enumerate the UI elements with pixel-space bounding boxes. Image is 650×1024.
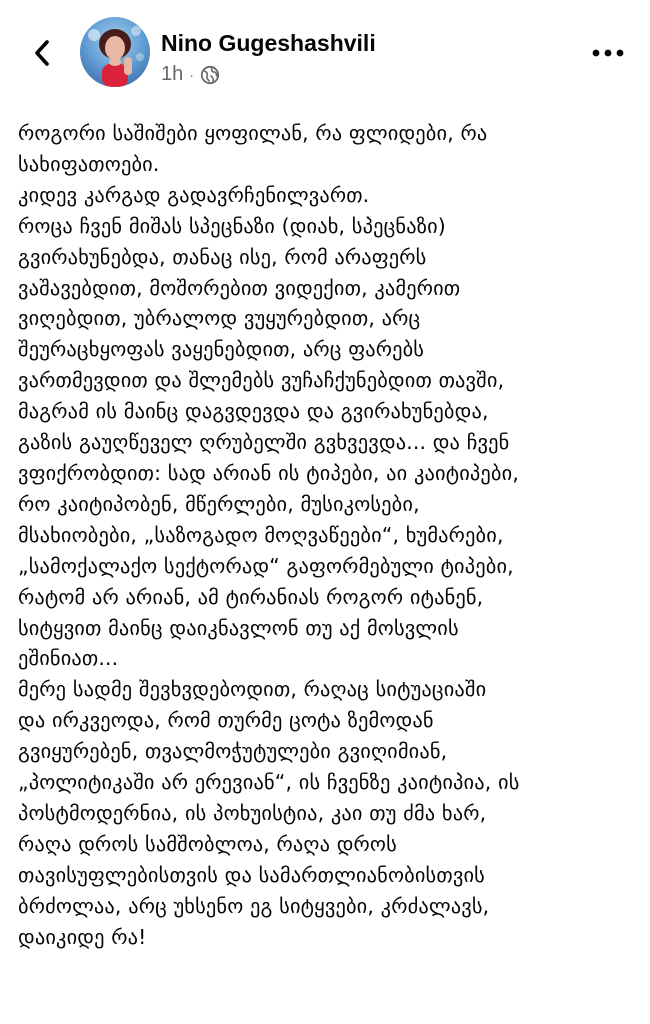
post-text-line: სიტყვით მაინც დაიკნავლონ თუ აქ მოსვლის (18, 615, 459, 640)
globe-icon[interactable] (200, 65, 220, 85)
post-header (0, 0, 650, 105)
post-text-line: რაღა დროს სამშობლოა, რაღა დროს (18, 831, 397, 856)
post-meta (161, 63, 220, 86)
post-text-line: „პოლიტიკაში არ ერევიან“, ის ჩვენზე კაიტიპია, ის (18, 770, 520, 795)
author-name[interactable]: Nino Gugeshashvili (161, 30, 376, 56)
post-text-line: თავისუფლებისთვის და სამართლიანობისთვის (18, 862, 485, 887)
post-text-line: შეურაცხყოფას ვაყენებდით, არც ფარებს (18, 337, 425, 362)
post-text-line: ეშინიათ... (18, 646, 119, 671)
post-text-line: მაგრამ ის მაინც დაგვდევდა და გვირახუნებდა, (18, 399, 489, 424)
post-text-line: როცა ჩვენ მიშას სპეცნაზი (დიახ, სპეცნაზი) (18, 213, 446, 238)
post-text-line: პოსტმოდერნია, ის პოხუისტია, კაი თუ ძმა ხარ, (18, 800, 487, 825)
post-text-line: გვიყურებენ, თვალმოჭუტულები გვიღიმიან, (18, 739, 448, 764)
post-text-line: ვიღებდით, უბრალოდ ვუყურებდით, არც (18, 306, 421, 331)
post-text-line: რო კაიტიპობენ, მწერლები, მუსიკოსები, (18, 491, 420, 516)
post-text-line: ბრძოლაა, არც უხსენო ეგ სიტყვები, კრძალავს, (18, 893, 490, 918)
more-horizontal-icon (592, 49, 624, 57)
post-text (18, 118, 638, 952)
post-text-line: ვფიქრობდით: სად არიან ის ტიპები, აი კაიტიპები, (18, 460, 519, 485)
post-text-line: კიდევ კარგად გადავრჩენილვართ. (18, 182, 370, 207)
avatar[interactable] (80, 17, 150, 87)
post-text-line: დაიკიდე რა! (18, 924, 147, 949)
post-text-line: გვირახუნებდა, თანაც ისე, რომ არაფერს (18, 244, 427, 269)
post-text-line: ვართმევდით და შლემებს ვუჩაჩქუნებდით თავში, (18, 368, 505, 393)
post-text-line: „სამოქალაქო სექტორად“ გაფორმებული ტიპები, (18, 553, 514, 578)
chevron-left-icon (33, 39, 51, 67)
post-text-line: ვაშავებდით, მოშორებით ვიდექით, კამერით (18, 275, 461, 300)
post-text-line: რატომ არ არიან, ამ ტირანიას როგორ იტანენ, (18, 584, 484, 609)
post-text-line: და ირკვეოდა, რომ თურმე ცოტა ზემოდან (18, 708, 434, 733)
post-text-line: გაზის გაუღწეველ ღრუბელში გვხვევდა... და ჩვენ (18, 430, 510, 455)
post-text-line: როგორი საშიშები ყოფილან, რა ფლიდები, რა (18, 121, 488, 145)
post-text-line: სახიფათოები. (18, 151, 160, 176)
post-text-line: მერე სადმე შევხვდებოდით, რაღაც სიტუაციაში (18, 677, 487, 702)
meta-separator: · (189, 66, 194, 83)
back-button[interactable] (22, 33, 62, 73)
post-timestamp[interactable]: 1h (161, 63, 184, 85)
post-text-line: მსახიობები, „საზოგადო მოღვაწეები“, ხუმარები, (18, 522, 504, 547)
more-options-button[interactable] (588, 38, 628, 68)
avatar-photo (80, 17, 150, 87)
